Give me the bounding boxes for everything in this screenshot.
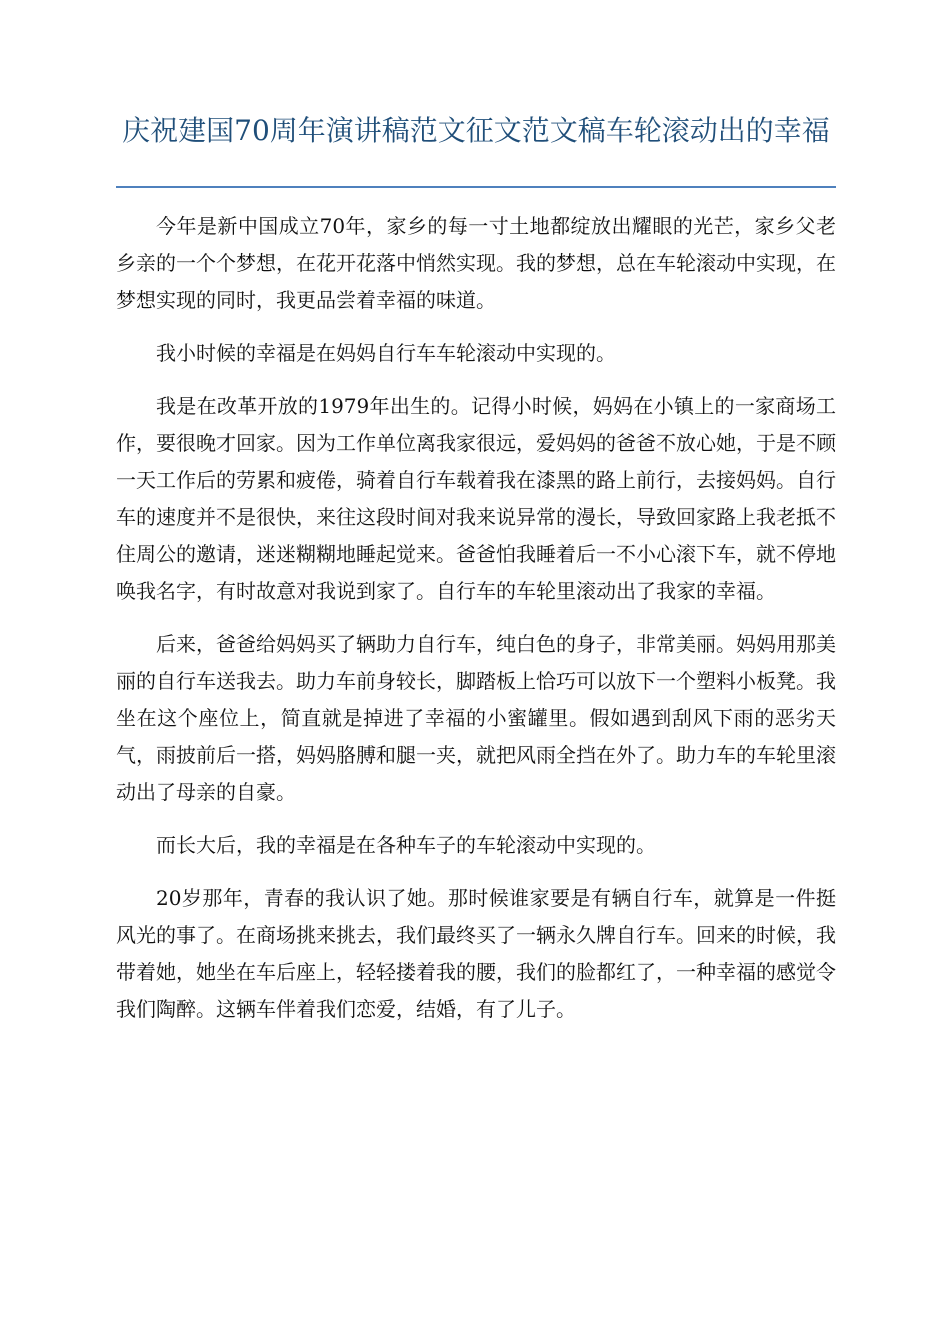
paragraph-1: 今年是新中国成立70年，家乡的每一寸土地都绽放出耀眼的光芒，家乡父老乡亲的一个个梦想，在花开花落中悄然实现。我的梦想，总在车轮滚动中实现，在梦想实现的同时，我更品尝着幸福的味道。	[116, 214, 836, 312]
title-block	[116, 112, 836, 150]
paragraph-5: 而长大后，我的幸福是在各种车子的车轮滚动中实现的。	[156, 833, 656, 857]
paragraph-3: 我是在改革开放的1979年出生的。记得小时候，妈妈在小镇上的一家商场工作，要很晚才回家。因为工作单位离我家很远，爱妈妈的爸爸不放心她，于是不顾一天工作后的劳累和疲倦，骑着自行车载着我在漆黑的路上前行，去接妈妈。自行车的速度并不是很快，来往这段时间对我来说异常的漫长，导致回家路上我老抵不住周公的邀请，迷迷糊糊地睡起觉来。爸爸怕我睡着后一不小心滚下车，就不停地唤我名字，有时故意对我说到家了。自行车的车轮里滚动出了我家的幸福。	[116, 394, 836, 603]
paragraph-6: 20岁那年，青春的我认识了她。那时候谁家要是有辆自行车，就算是一件挺风光的事了。在商场挑来挑去，我们最终买了一辆永久牌自行车。回来的时候，我带着她，她坐在车后座上，轻轻搂着我的腰，我们的脸都红了，一种幸福的感觉令我们陶醉。这辆车伴着我们恋爱，结婚，有了儿子。	[116, 886, 836, 1021]
title-underline-rule	[116, 186, 836, 188]
document-body	[116, 208, 836, 1044]
document-title: 庆祝建国70周年演讲稿范文征文范文稿车轮滚动出的幸福	[122, 114, 830, 147]
paragraph-4: 后来，爸爸给妈妈买了辆助力自行车，纯白色的身子，非常美丽。妈妈用那美丽的自行车送我去。助力车前身较长，脚踏板上恰巧可以放下一个塑料小板凳。我坐在这个座位上，简直就是掉进了幸福的小蜜罐里。假如遇到刮风下雨的恶劣天气，雨披前后一搭，妈妈胳膊和腿一夹，就把风雨全挡在外了。助力车的车轮里滚动出了母亲的自豪。	[116, 632, 836, 804]
paragraph-2: 我小时候的幸福是在妈妈自行车车轮滚动中实现的。	[156, 341, 616, 365]
